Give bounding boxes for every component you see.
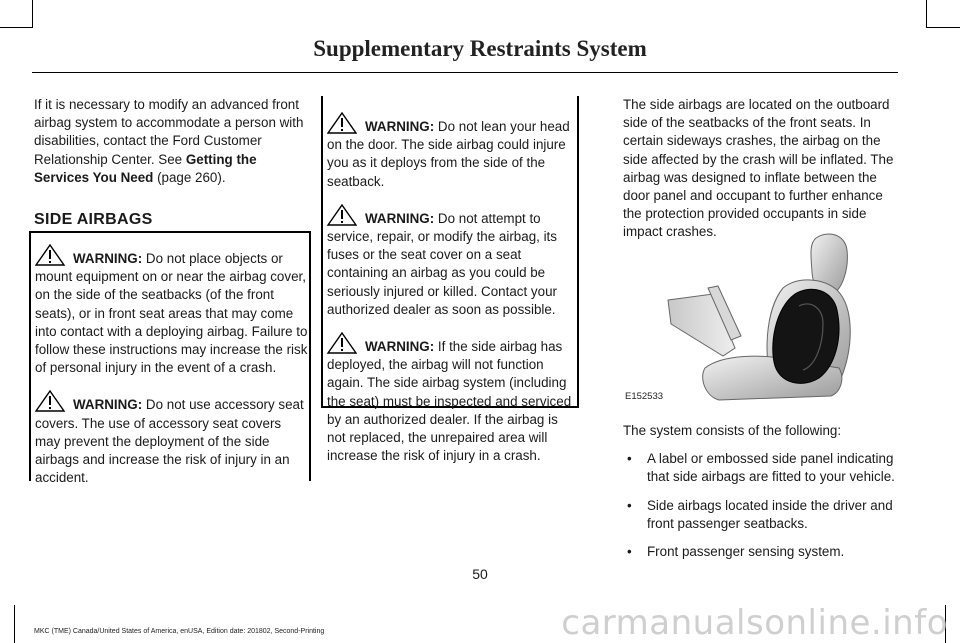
warning-label: WARNING: (73, 251, 143, 266)
seat-airbag-illustration (623, 228, 896, 408)
warning-item (35, 244, 309, 377)
crop-mark (926, 0, 927, 27)
system-intro: The system consists of the following: (623, 423, 842, 438)
warning-label: WARNING: (73, 397, 143, 413)
crop-mark (926, 27, 960, 28)
system-section (623, 422, 896, 571)
warning-item (327, 332, 577, 465)
warning-item (327, 112, 577, 191)
system-bullet-list (623, 450, 896, 561)
warning-triangle-icon (327, 204, 357, 226)
warning-triangle-icon (327, 112, 357, 134)
warning-label: WARNING: (365, 339, 435, 355)
cross-reference-link[interactable]: Getting the Services You Need (34, 151, 257, 185)
watermark: carmanualsonline.info (561, 603, 948, 643)
figure-id: E152533 (625, 391, 664, 402)
crop-mark (0, 27, 33, 28)
seat-airbag-drawing (623, 228, 896, 408)
warning-text: Do not lean your head on the door. The side airbag could injure you as it deploys from the side of the seatback. (327, 119, 570, 189)
warning-label: WARNING: (365, 210, 435, 226)
warning-text: Do not use accessory seat covers. The use of accessory seat covers may prevent the deployment of the side airbags and increase the risk of injury in an accident. (35, 397, 304, 486)
section-heading: SIDE AIRBAGS (34, 211, 153, 229)
warning-box-left (29, 231, 311, 486)
page-reference: (page 260). (153, 169, 226, 185)
warning-text: Do not place objects or mount equipment on or near the airbag cover, on the side of the seatbacks (of the front seats), or in front seat areas that may come into contact with a deploying airbag. Failure to follow these instructions may increase the risk of personal injury in the event of a crash. (35, 251, 308, 376)
page-title: Supplementary Restraints System (313, 36, 647, 61)
list-item: • Side airbags located inside the driver and front passenger seatbacks. (623, 497, 896, 533)
warning-item (35, 390, 309, 487)
warning-box-middle (321, 96, 579, 464)
intro-text: If it is necessary to modify an advanced front airbag system to accommodate a person with disabilities, contact the Ford Customer Relationship Center. See (34, 97, 304, 167)
crop-mark (32, 0, 33, 27)
warning-text: Do not attempt to service, repair, or modify the airbag, its fuses or the seat cover on a seat containing an airbag as you could be seriously injured or killed. Contact your authorized dealer as soon as possible. (327, 210, 557, 317)
warning-item (327, 204, 577, 319)
warning-label: WARNING: (365, 119, 435, 134)
intro-paragraph (34, 96, 310, 187)
crop-mark (14, 605, 15, 643)
edition-footer: MKC (TME) Canada/United States of America, enUSA, Edition date: 201802, Second-Printing (34, 628, 325, 635)
page-number: 50 (472, 566, 488, 582)
list-item: • A label or embossed side panel indicating that side airbags are fitted to your vehicle. (623, 450, 896, 486)
header-divider (32, 72, 898, 73)
list-item: • Front passenger sensing system. (623, 543, 896, 561)
warning-triangle-icon (35, 390, 65, 412)
column-right (623, 96, 896, 242)
side-airbag-paragraph: The side airbags are located on the outboard side of the seatbacks of the front seats. In certain sideways crashes, the airbag on the side affected by the crash will be inflated. The airbag was designed to inflate between the door panel and occupant to further enhance the protection provided occupants in side impact crashes. (623, 97, 894, 240)
warning-triangle-icon (327, 332, 357, 354)
warning-text: If the side airbag has deployed, the airbag will not function again. The side airbag system (including the seat) must be inspected and serviced by an authorized dealer. If the airbag is not replaced, the unrepaired area will increase the risk of injury in a crash. (327, 339, 572, 464)
warning-triangle-icon (35, 244, 65, 266)
